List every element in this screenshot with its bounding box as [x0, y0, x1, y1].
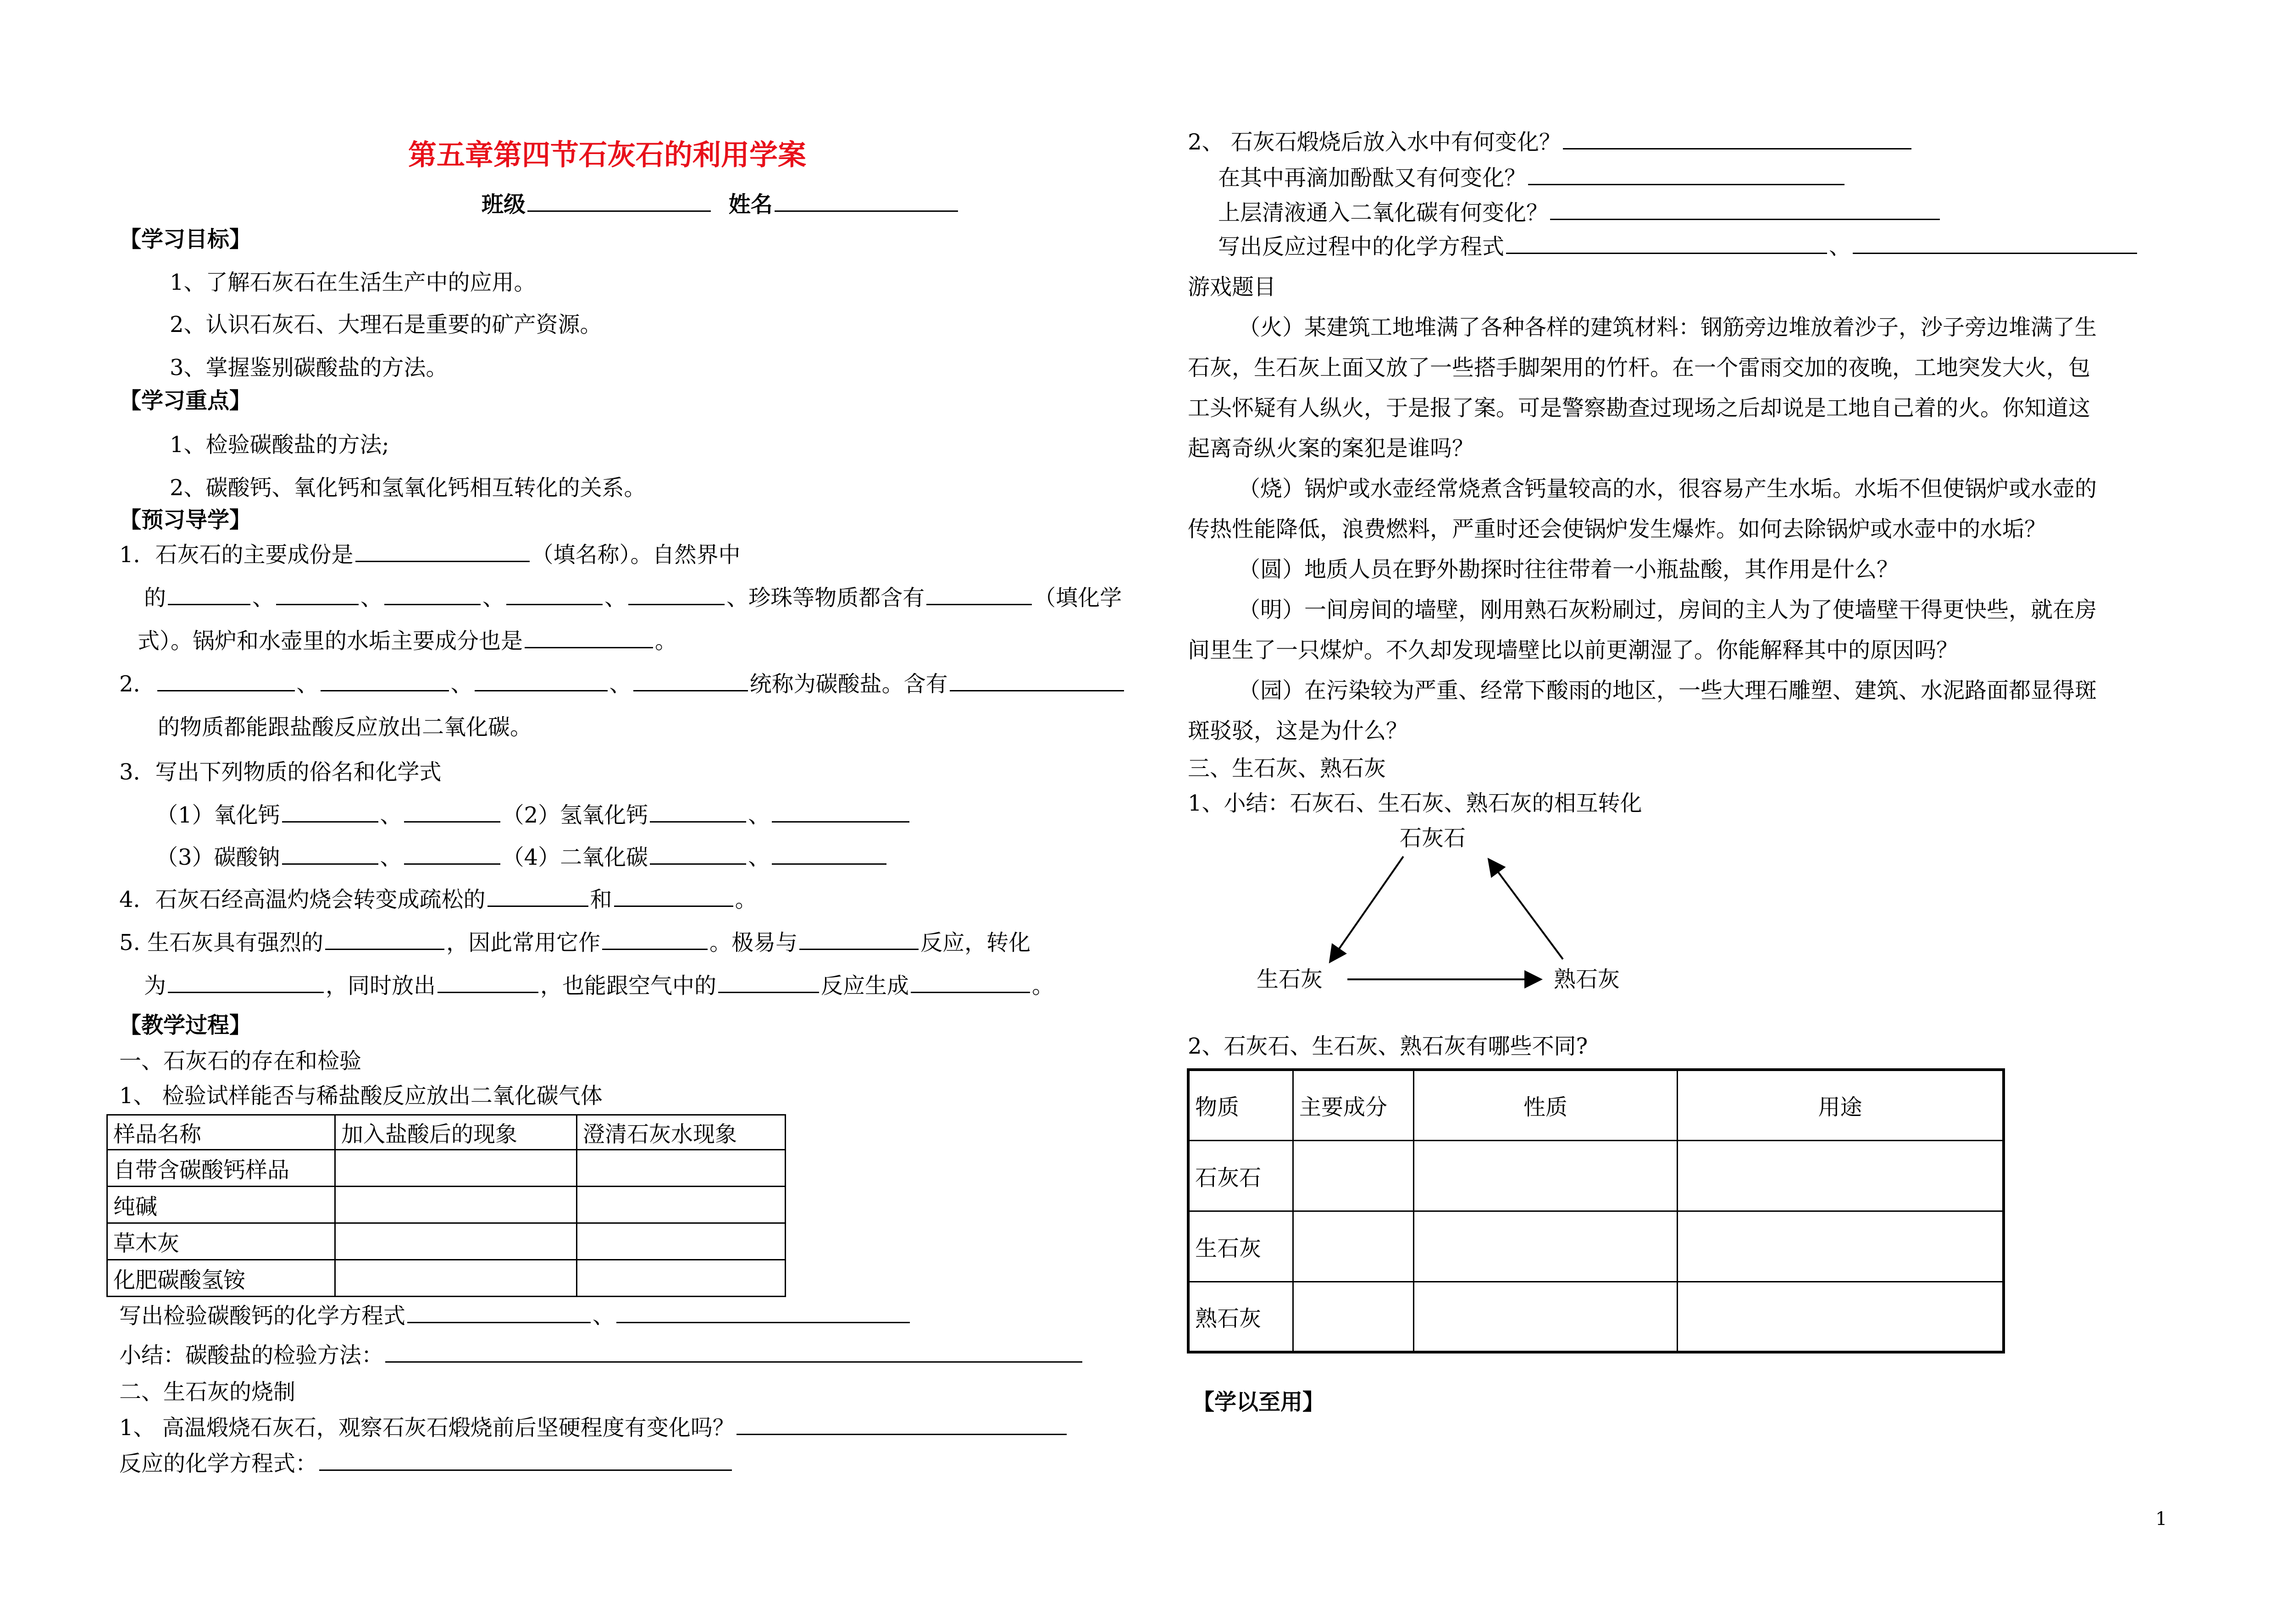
sample-name: 纯碱 [107, 1187, 335, 1223]
q5-text-i: 。 [1032, 973, 1054, 999]
q1-text-f: 式）。锅炉和水壶里的水垢主要成分也是 [138, 628, 523, 654]
game-burn-line: （烧）锅炉或水壶经常烧煮含钙量较高的水，很容易产生水垢。水垢不但使锅炉或水壶的 [1238, 476, 2097, 502]
table-row [1188, 1140, 2004, 1211]
q1-text-b: （填名称）。自然界中 [531, 542, 741, 568]
q1-blank[interactable] [384, 584, 481, 605]
q4-text-b: 和 [590, 887, 612, 912]
q4-text-c: 。 [735, 887, 757, 912]
table-cell[interactable] [577, 1150, 786, 1187]
table-cell[interactable] [335, 1150, 577, 1187]
diagram-node-quicklime: 生石灰 [1257, 967, 1323, 992]
q1-sep: 、 [360, 585, 383, 611]
q3-item-1: （1）氧化钙 [156, 802, 280, 828]
q4-text-a: 4．石灰石经高温灼烧会转变成疏松的 [119, 887, 486, 912]
arrow-limestone-to-quicklime [1330, 856, 1403, 962]
preview-q1-line1 [119, 540, 741, 569]
q3-blank[interactable] [772, 843, 886, 865]
right-q2-text4: 写出反应过程中的化学方程式 [1218, 234, 1505, 260]
summary-blank[interactable] [385, 1341, 1082, 1363]
table-header: 样品名称 [107, 1115, 335, 1150]
table-row [1188, 1282, 2004, 1352]
q3-item-3: （3）碳酸钠 [156, 845, 280, 870]
preview-q3: 3．写出下列物质的俗名和化学式 [119, 759, 442, 785]
q3-blank[interactable] [282, 801, 378, 823]
table-row [107, 1187, 786, 1223]
q3-blank[interactable] [772, 801, 909, 823]
table-header: 用途 [1678, 1070, 2004, 1140]
game-ming-line: 间里生了一只煤炉。不久却发现墙壁比以前更潮湿了。你能解释其中的原因吗？ [1188, 637, 1959, 663]
q3-item-4: （4）二氧化碳 [502, 845, 648, 870]
q3-blank[interactable] [404, 801, 500, 823]
goal-item: 2、认识石灰石、大理石是重要的矿产资源。 [170, 312, 602, 337]
q2-text-a: 2． [119, 671, 155, 697]
table-cell[interactable] [1414, 1140, 1678, 1211]
equation-blank[interactable] [407, 1302, 591, 1323]
preview-heading: 【预习导学】 [119, 507, 252, 533]
q1-text-a: 1．石灰石的主要成份是 [119, 542, 354, 568]
q4-blank[interactable] [487, 885, 588, 907]
section3-q1: 1、小结：石灰石、生石灰、熟石灰的相互转化 [1188, 790, 1642, 816]
right-q2-blank[interactable] [1528, 164, 1844, 185]
name-field[interactable] [775, 190, 958, 212]
right-q2-blank[interactable] [1550, 199, 1940, 220]
equation-line [119, 1301, 912, 1331]
q2-blank-ion[interactable] [950, 670, 1124, 691]
preview-q2-line1 [119, 669, 1126, 699]
q1-blank[interactable] [276, 584, 359, 605]
page-number: 1 [2155, 1508, 2167, 1530]
class-label: 班级 [482, 192, 526, 217]
substance-name: 生石灰 [1188, 1211, 1293, 1282]
section2-q1 [119, 1413, 1069, 1442]
q4-blank[interactable] [614, 885, 733, 907]
right-q2-sep: 、 [1829, 234, 1851, 260]
game-yuan2-line: 斑驳驳，这是为什么？ [1188, 718, 1408, 744]
lime-compare-table [1187, 1068, 2005, 1353]
table-header-row [107, 1115, 786, 1150]
table-cell[interactable] [1414, 1282, 1678, 1352]
section2-eq-blank[interactable] [319, 1449, 732, 1471]
q2-sep: 、 [609, 671, 631, 697]
game-fire-line: 起离奇纵火案的案犯是谁吗？ [1188, 436, 1474, 461]
q3-sep: 、 [380, 802, 402, 828]
page-title: 第五章第四节石灰石的利用学案 [408, 138, 807, 171]
game-fire-line: 工头怀疑有人纵火，于是报了案。可是警察勘查过现场之后却说是工地自己着的火。你知道这 [1188, 395, 2091, 421]
section2-q1-text: 1、 高温煅烧石灰石，观察石灰石煅烧前后坚硬程度有变化吗？ [119, 1415, 735, 1441]
section3-q2: 2、石灰石、生石灰、熟石灰有哪些不同? [1188, 1033, 1588, 1059]
table-cell[interactable] [335, 1223, 577, 1260]
game-yuan-line: （圆）地质人员在野外勘探时往往带着一小瓶盐酸，其作用是什么？ [1238, 557, 1899, 582]
q1-text-g: 。 [655, 628, 677, 654]
table-row [1188, 1211, 2004, 1282]
q1-text-e: （填化学 [1034, 585, 1122, 611]
table-header: 性质 [1414, 1070, 1678, 1140]
q1-sep: 、 [482, 585, 505, 611]
right-q2-text1: 2、 石灰石煅烧后放入水中有何变化？ [1188, 129, 1561, 155]
q5-text-d: 反应，转化 [920, 930, 1031, 956]
q3-sep: 、 [748, 845, 770, 870]
table-cell[interactable] [335, 1260, 577, 1297]
q3-sep: 、 [380, 845, 402, 870]
q1-sep: 、 [604, 585, 627, 611]
table-header: 加入盐酸后的现象 [335, 1115, 577, 1150]
right-q2-line3 [1218, 198, 1942, 227]
focus-item: 1、检验碳酸盐的方法; [170, 432, 389, 458]
sample-name: 草木灰 [107, 1223, 335, 1260]
q2-sep: 、 [450, 671, 473, 697]
process-heading: 【教学过程】 [119, 1012, 252, 1038]
class-field[interactable] [527, 190, 711, 212]
q5-blank[interactable] [602, 928, 708, 950]
q1-blank[interactable] [506, 584, 603, 605]
goal-item: 1、了解石灰石在生活生产中的应用。 [170, 270, 536, 295]
q5-text-e: 为 [144, 973, 166, 999]
q1-text-c: 的 [144, 585, 166, 611]
table-cell[interactable] [1678, 1282, 2004, 1352]
table-cell[interactable] [1293, 1140, 1414, 1211]
section2-eq [119, 1449, 734, 1478]
preview-q3-row1 [156, 801, 911, 830]
table-header: 物质 [1188, 1070, 1293, 1140]
table-cell[interactable] [1678, 1140, 2004, 1211]
q3-blank[interactable] [650, 801, 746, 823]
substance-name: 熟石灰 [1188, 1282, 1293, 1352]
table-row [107, 1260, 786, 1297]
q5-text-a: 5. 生石灰具有强烈的 [119, 930, 324, 956]
q5-blank[interactable] [168, 972, 324, 993]
game-fire-line: 石灰，生石灰上面又放了一些搭手脚架用的竹杆。在一个雷雨交加的夜晚，工地突发大火，包 [1188, 355, 2091, 381]
goals-heading: 【学习目标】 [119, 226, 252, 252]
table-cell[interactable] [335, 1187, 577, 1223]
q3-item-2: （2）氢氧化钙 [502, 802, 648, 828]
q1-sep: 、 [252, 585, 275, 611]
sample-test-table [106, 1114, 786, 1297]
game-fire-line: （火）某建筑工地堆满了各种各样的建筑材料：钢筋旁边堆放着沙子，沙子旁边堆满了生 [1238, 315, 2097, 340]
q2-text-b: 统称为碳酸盐。含有 [749, 671, 948, 697]
table-header: 澄清石灰水现象 [577, 1115, 786, 1150]
goal-item: 3、掌握鉴别碳酸盐的方法。 [170, 355, 448, 381]
q5-blank[interactable] [718, 972, 819, 993]
q1-blank[interactable] [168, 584, 250, 605]
q3-sep: 、 [748, 802, 770, 828]
q5-text-c: 。极易与 [709, 930, 798, 956]
right-q2-blank[interactable] [1853, 232, 2137, 254]
table-cell[interactable] [1293, 1282, 1414, 1352]
equation-prompt: 写出检验碳酸钙的化学方程式 [119, 1303, 406, 1329]
conversion-arrows [1321, 853, 1578, 990]
right-q2-text2: 在其中再滴加酚酞又有何变化？ [1218, 165, 1527, 191]
q3-blank[interactable] [404, 843, 500, 865]
right-q2-blank[interactable] [1563, 128, 1911, 149]
section1-q1: 1、 检验试样能否与稀盐酸反应放出二氧化碳气体 [119, 1083, 603, 1109]
q5-text-h: 反应生成 [821, 973, 909, 999]
game-burn-line: 传热性能降低，浪费燃料，严重时还会使锅炉发生爆炸。如何去除锅炉或水壶中的水垢？ [1188, 516, 2047, 542]
q5-blank[interactable] [911, 972, 1030, 993]
summary-line [119, 1341, 1084, 1370]
table-cell[interactable] [577, 1260, 786, 1297]
section2-eq-text: 反应的化学方程式： [119, 1451, 318, 1476]
arrow-slakedlime-to-limestone [1489, 859, 1563, 959]
name-label: 姓名 [728, 192, 773, 217]
q1-blank[interactable] [628, 584, 725, 605]
table-row [107, 1223, 786, 1260]
game-yuan2-line: （园）在污染较为严重、经常下酸雨的地区，一些大理石雕塑、建筑、水泥路面都显得斑 [1238, 678, 2097, 703]
preview-q2-line2: 的物质都能跟盐酸反应放出二氧化碳。 [158, 714, 532, 740]
preview-q4 [119, 885, 757, 914]
q3-blank[interactable] [282, 843, 378, 865]
table-header-row [1188, 1070, 2004, 1140]
equation-blank[interactable] [616, 1302, 910, 1323]
q1-blank-formula[interactable] [926, 584, 1032, 605]
table-cell[interactable] [1678, 1211, 2004, 1282]
summary-prompt: 小结：碳酸盐的检验方法： [119, 1342, 384, 1368]
right-q2-line2 [1218, 163, 1846, 193]
q1-text-d: 、珍珠等物质都含有 [726, 585, 925, 611]
q2-blank[interactable] [633, 670, 748, 691]
preview-q5-line2 [144, 971, 1054, 1000]
sample-name: 自带含碳酸钙样品 [107, 1150, 335, 1187]
diagram-node-slakedlime: 熟石灰 [1554, 967, 1620, 992]
table-cell[interactable] [1293, 1211, 1414, 1282]
class-name-line [482, 190, 960, 219]
right-q2-text3: 上层清液通入二氧化碳有何变化？ [1218, 200, 1549, 226]
preview-q5-line1 [119, 928, 1030, 957]
right-q2-line4 [1218, 232, 2139, 261]
table-cell[interactable] [577, 1223, 786, 1260]
section2-title: 二、生石灰的烧制 [119, 1379, 296, 1405]
section3-title: 三、生石灰、熟石灰 [1188, 756, 1386, 781]
table-cell[interactable] [577, 1187, 786, 1223]
focus-heading: 【学习重点】 [119, 388, 252, 414]
preview-q1-line2 [144, 583, 1122, 613]
table-cell[interactable] [1414, 1211, 1678, 1282]
q5-text-g: ，也能跟空气中的 [540, 973, 717, 999]
apply-heading: 【学以至用】 [1192, 1389, 1325, 1415]
game-ming-line: （明）一间房间的墙壁，刚用熟石灰粉刷过，房间的主人为了使墙壁干得更快些，就在房 [1238, 597, 2097, 623]
q5-text-f: ，同时放出 [326, 973, 436, 999]
game-title: 游戏题目 [1188, 274, 1276, 300]
preview-q3-row2 [156, 843, 888, 872]
q1-blank-scale[interactable] [525, 627, 653, 648]
table-header: 主要成分 [1293, 1070, 1414, 1140]
equation-sep: 、 [593, 1303, 615, 1329]
diagram-node-limestone: 石灰石 [1400, 825, 1466, 851]
preview-q1-line3 [138, 626, 677, 656]
q3-blank[interactable] [650, 843, 746, 865]
q1-blank-main[interactable] [355, 541, 530, 562]
q2-sep: 、 [296, 671, 319, 697]
focus-item: 2、碳酸钙、氧化钙和氢氧化钙相互转化的关系。 [170, 475, 646, 501]
q2-blank[interactable] [475, 670, 608, 691]
table-row [107, 1150, 786, 1187]
q2-blank[interactable] [321, 670, 449, 691]
right-q2-blank[interactable] [1506, 232, 1827, 254]
section2-q1-blank[interactable] [737, 1414, 1067, 1435]
sample-name: 化肥碳酸氢铵 [107, 1260, 335, 1297]
q5-blank[interactable] [325, 928, 444, 950]
right-q2-line1 [1188, 127, 1913, 157]
section1-title: 一、石灰石的存在和检验 [119, 1048, 362, 1074]
q5-blank[interactable] [438, 972, 538, 993]
q2-blank[interactable] [157, 670, 295, 691]
substance-name: 石灰石 [1188, 1140, 1293, 1211]
q5-blank[interactable] [799, 928, 919, 950]
q5-text-b: ，因此常用它作 [446, 930, 601, 956]
